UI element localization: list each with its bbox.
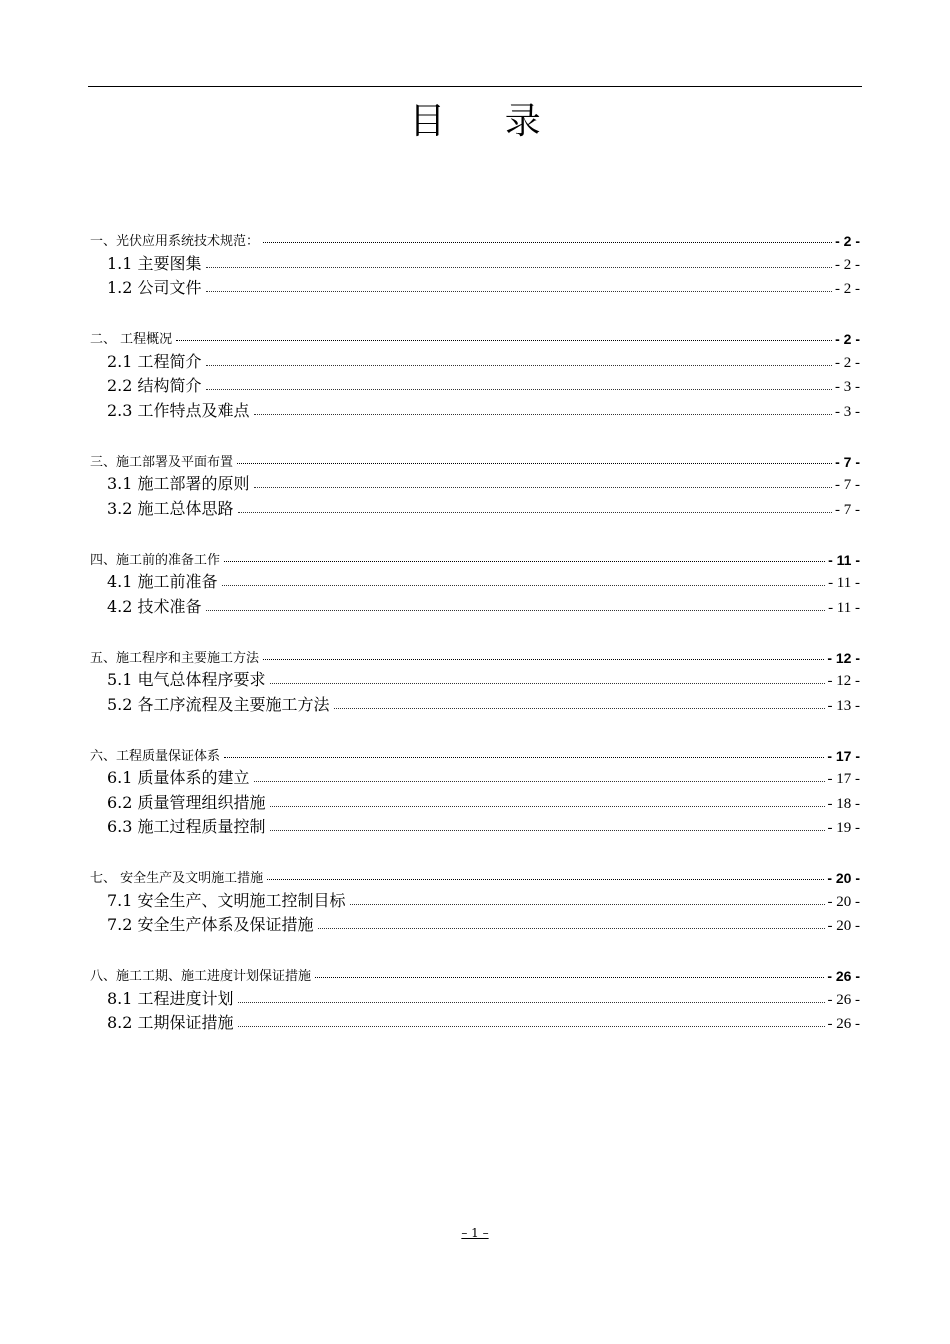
dot-leader bbox=[206, 389, 832, 390]
toc-section-entry[interactable] bbox=[90, 372, 860, 397]
dot-leader bbox=[206, 610, 826, 611]
toc-section-entry[interactable] bbox=[90, 911, 860, 936]
dot-leader bbox=[270, 830, 825, 831]
toc-entry-page: - 13 - bbox=[827, 697, 860, 714]
toc-section-entry[interactable] bbox=[90, 666, 860, 691]
toc-entry-page: - 2 - bbox=[835, 331, 860, 347]
toc-entry-page: - 2 - bbox=[835, 256, 860, 273]
toc-entry-label: 五、施工程序和主要施工方法 bbox=[90, 650, 260, 666]
toc-section-entry[interactable] bbox=[90, 347, 860, 372]
toc-entry-label: 6.3 施工过程质量控制 bbox=[107, 817, 266, 836]
toc-chapter bbox=[90, 959, 860, 1033]
toc-entry-page: - 26 - bbox=[827, 1016, 860, 1032]
toc-entry-page: - 18 - bbox=[827, 795, 860, 812]
dot-leader bbox=[350, 904, 825, 905]
toc-entry-page: - 12 - bbox=[827, 673, 860, 689]
dot-leader bbox=[263, 242, 832, 243]
dot-leader bbox=[254, 781, 825, 782]
page-number: – 1 – bbox=[461, 1226, 489, 1240]
toc-section-entry[interactable] bbox=[90, 592, 860, 617]
toc-entry-label: 七、 安全生产及文明施工措施 bbox=[90, 871, 264, 886]
dot-leader bbox=[315, 977, 824, 978]
toc-entry-page: - 11 - bbox=[828, 599, 860, 616]
toc-entry-page: - 2 - bbox=[835, 354, 860, 371]
toc-entry-page: - 20 - bbox=[827, 918, 860, 934]
toc-chapter-entry[interactable] bbox=[90, 641, 860, 666]
toc-chapter bbox=[90, 543, 860, 617]
toc-entry-page: - 20 - bbox=[827, 893, 860, 910]
dot-leader bbox=[206, 267, 832, 268]
toc-entry-page: - 2 - bbox=[835, 281, 860, 297]
dot-leader bbox=[222, 585, 826, 586]
toc-entry-page: - 3 - bbox=[835, 379, 860, 395]
dot-leader bbox=[224, 561, 825, 562]
toc-entry-page: - 7 - bbox=[835, 501, 860, 518]
toc-section-entry[interactable] bbox=[90, 470, 860, 495]
toc-entry-page: - 26 - bbox=[827, 991, 860, 1008]
toc-entry-label: 6.2 质量管理组织措施 bbox=[107, 792, 266, 812]
toc-chapter-entry[interactable] bbox=[90, 739, 860, 764]
toc-chapter-entry[interactable] bbox=[90, 861, 860, 886]
toc-chapter-entry[interactable] bbox=[90, 445, 860, 470]
toc-chapter bbox=[90, 739, 860, 838]
dot-leader bbox=[267, 879, 824, 880]
toc-entry-page: - 7 - bbox=[835, 477, 860, 493]
toc-entry-label: 3.1 施工部署的原则 bbox=[107, 474, 250, 493]
dot-leader bbox=[206, 291, 832, 292]
toc-entry-label: 5.2 各工序流程及主要施工方法 bbox=[107, 694, 330, 714]
toc-section-entry[interactable] bbox=[90, 249, 860, 274]
toc-entry-label: 2.1 工程简介 bbox=[107, 351, 202, 371]
dot-leader bbox=[238, 1002, 825, 1003]
toc-chapter bbox=[90, 224, 860, 298]
toc-entry-label: 5.1 电气总体程序要求 bbox=[107, 670, 266, 689]
toc-section-entry[interactable] bbox=[90, 813, 860, 838]
toc-entry-label: 2.3 工作特点及难点 bbox=[107, 400, 250, 420]
toc-chapter bbox=[90, 445, 860, 519]
page-title: 目 录 bbox=[409, 101, 565, 142]
toc-chapter-entry[interactable] bbox=[90, 322, 860, 347]
toc-entry-label: 8.1 工程进度计划 bbox=[107, 988, 234, 1008]
toc-entry-label: 二、 工程概况 bbox=[90, 332, 173, 347]
toc-entry-label: 3.2 施工总体思路 bbox=[107, 498, 234, 518]
toc-section-entry[interactable] bbox=[90, 494, 860, 519]
toc-section-entry[interactable] bbox=[90, 396, 860, 421]
dot-leader bbox=[206, 365, 832, 366]
toc-chapter bbox=[90, 322, 860, 421]
toc-entry-page: - 17 - bbox=[827, 747, 860, 764]
dot-leader bbox=[334, 708, 825, 709]
toc-section-entry[interactable] bbox=[90, 568, 860, 593]
toc-entry-label: 2.2 结构简介 bbox=[107, 376, 202, 395]
toc-section-entry[interactable] bbox=[90, 274, 860, 299]
toc-entry-page: - 19 - bbox=[827, 820, 860, 836]
toc-entry-page: - 2 - bbox=[835, 233, 860, 249]
dot-leader bbox=[238, 1026, 825, 1027]
toc-entry-page: - 3 - bbox=[835, 403, 860, 420]
table-of-contents bbox=[90, 224, 860, 1057]
dot-leader bbox=[237, 463, 832, 464]
toc-section-entry[interactable] bbox=[90, 984, 860, 1009]
toc-entry-label: 四、施工前的准备工作 bbox=[90, 552, 221, 568]
toc-entry-label: 4.1 施工前准备 bbox=[107, 572, 218, 591]
dot-leader bbox=[224, 757, 824, 758]
header-rule bbox=[88, 86, 862, 87]
dot-leader bbox=[238, 512, 832, 513]
toc-chapter-entry[interactable] bbox=[90, 224, 860, 249]
dot-leader bbox=[318, 928, 825, 929]
toc-entry-page: - 7 - bbox=[835, 453, 860, 470]
toc-chapter bbox=[90, 861, 860, 935]
toc-entry-page: - 26 - bbox=[827, 968, 860, 984]
toc-entry-label: 1.1 主要图集 bbox=[107, 253, 202, 273]
toc-entry-page: - 20 - bbox=[827, 870, 860, 886]
toc-chapter bbox=[90, 641, 860, 715]
toc-entry-label: 8.2 工期保证措施 bbox=[107, 1013, 234, 1032]
dot-leader bbox=[176, 340, 832, 341]
toc-entry-label: 6.1 质量体系的建立 bbox=[107, 768, 250, 787]
toc-entry-page: - 12 - bbox=[827, 649, 860, 666]
toc-entry-label: 六、工程质量保证体系 bbox=[90, 748, 221, 764]
toc-chapter-entry[interactable] bbox=[90, 543, 860, 568]
dot-leader bbox=[263, 659, 824, 660]
toc-section-entry[interactable] bbox=[90, 886, 860, 911]
toc-section-entry[interactable] bbox=[90, 1009, 860, 1034]
toc-entry-label: 1.2 公司文件 bbox=[107, 278, 202, 297]
page-footer bbox=[0, 1226, 950, 1240]
toc-entry-label: 7.2 安全生产体系及保证措施 bbox=[107, 915, 314, 934]
toc-entry-page: - 11 - bbox=[828, 575, 860, 591]
dot-leader bbox=[254, 414, 832, 415]
toc-entry-label: 4.2 技术准备 bbox=[107, 596, 202, 616]
dot-leader bbox=[270, 806, 825, 807]
toc-entry-label: 八、施工工期、施工进度计划保证措施 bbox=[90, 969, 312, 984]
dot-leader bbox=[254, 487, 832, 488]
toc-entry-label: 一、光伏应用系统技术规范： bbox=[90, 234, 260, 249]
toc-entry-page: - 11 - bbox=[828, 551, 860, 568]
dot-leader bbox=[270, 683, 825, 684]
toc-section-entry[interactable] bbox=[90, 788, 860, 813]
toc-section-entry[interactable] bbox=[90, 690, 860, 715]
toc-entry-label: 三、施工部署及平面布置 bbox=[90, 454, 234, 470]
toc-section-entry[interactable] bbox=[90, 764, 860, 789]
toc-entry-page: - 17 - bbox=[827, 771, 860, 787]
toc-entry-label: 7.1 安全生产、文明施工控制目标 bbox=[107, 890, 346, 910]
toc-chapter-entry[interactable] bbox=[90, 959, 860, 984]
